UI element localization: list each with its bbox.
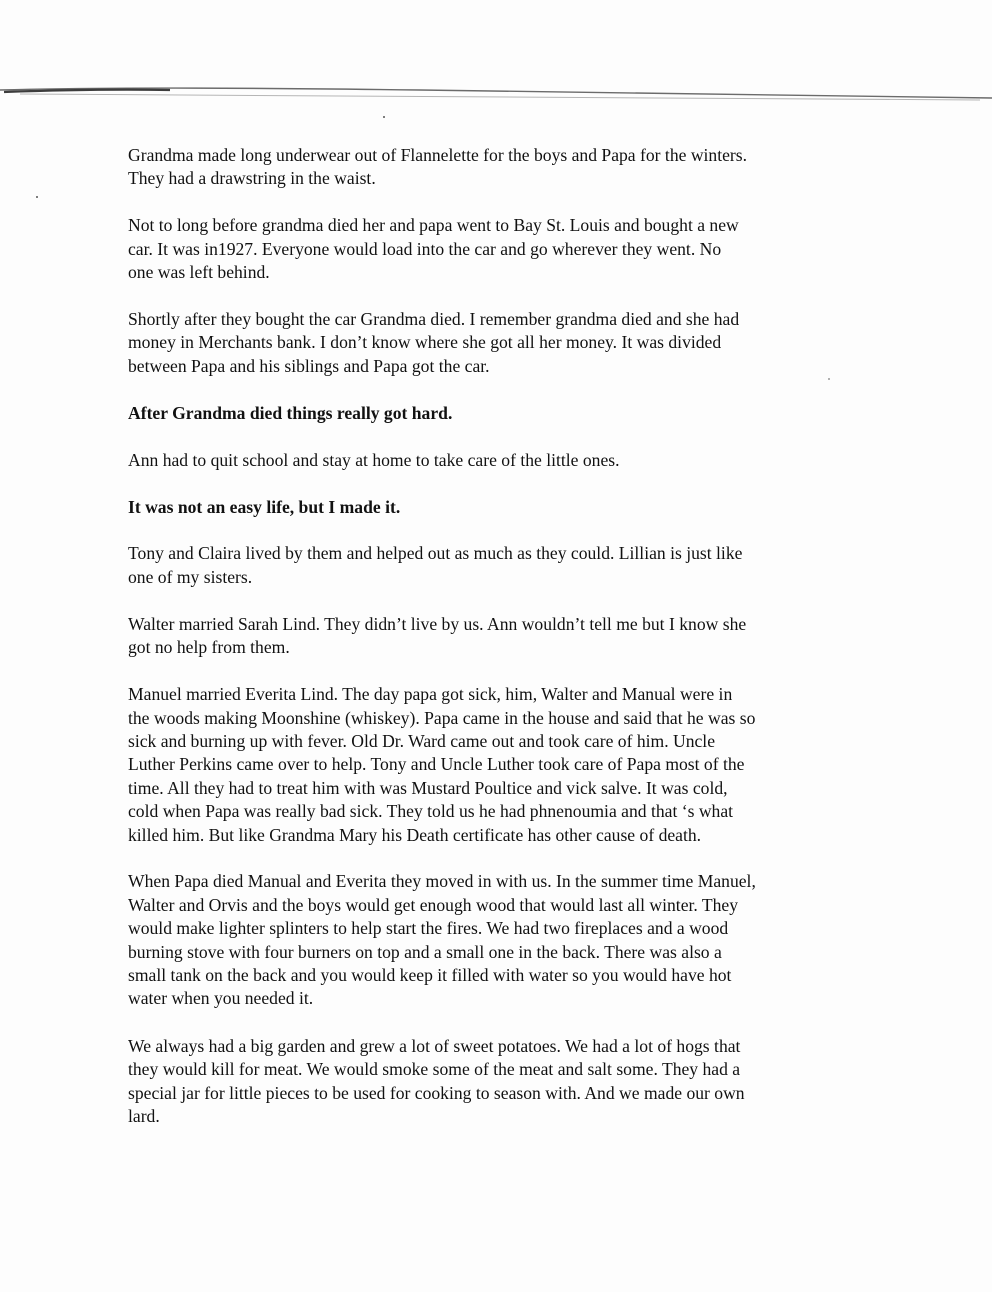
paragraph: Not to long before grandma died her and papa went to Bay St. Louis and bought a new car. It was in1927. Everyone would load into the car and go wherever they went. No one was left behind. [128, 215, 739, 283]
scan-speck [383, 116, 385, 118]
paragraph: Grandma made long underwear out of Flannelette for the boys and Papa for the winters. They had a drawstring in the waist. [128, 145, 748, 189]
paragraph: Manuel married Everita Lind. The day papa got sick, him, Walter and Manual were in the woods making Moonshine (whiskey). Papa came in the house and said that he was so sick and burning up with fever. Old Dr. Ward came out and took care of him. Uncle Luther Perkins came over to help. Tony and Uncle Luther took care of Papa most of the time. All they had to treat him with was Mustard Poultice and vick salve. It was cold, cold when Papa was really bad sick. They told us he had phnenoumia and that ‘s what killed him. But like Grandma Mary his Death certificate has other cause of death. [128, 684, 756, 845]
paragraph: Walter married Sarah Lind. They didn’t live by us. Ann wouldn’t tell me but I know she got no help from them. [128, 613, 747, 658]
bold-heading: It was not an easy life, but I made it. [128, 496, 401, 517]
paragraph: Tony and Claira lived by them and helped out as much as they could. Lillian is just like one of my sisters. [128, 543, 743, 587]
letter-body [128, 144, 848, 1152]
paragraph: Ann had to quit school and stay at home to take care of the little ones. [128, 449, 620, 470]
paragraph: When Papa died Manual and Everita they moved in with us. In the summer time Manuel, Walter and Orvis and the boys would get enough wood that would last all winter. They would make lighter splinters to help start the fires. We had two fireplaces and a wood burning stove with four burners on top and a small one in the back. There was also a small tank on the back and you would keep it filled with water so you would have hot water when you needed it. [128, 871, 756, 1009]
scan-artifact-line [0, 84, 992, 106]
paragraph: Shortly after they bought the car Grandma died. I remember grandma died and she had money in Merchants bank. I don’t know where she got all her money. It was divided between Papa and his siblings and Papa got the car. [128, 309, 740, 376]
paragraph: We always had a big garden and grew a lot of sweet potatoes. We had a lot of hogs that they would kill for meat. We would smoke some of the meat and salt some. They had a special jar for little pieces to be used for cooking to season with. And we made our own lard. [128, 1035, 745, 1127]
bold-heading: After Grandma died things really got hard. [128, 402, 453, 423]
scan-speck [36, 196, 38, 198]
